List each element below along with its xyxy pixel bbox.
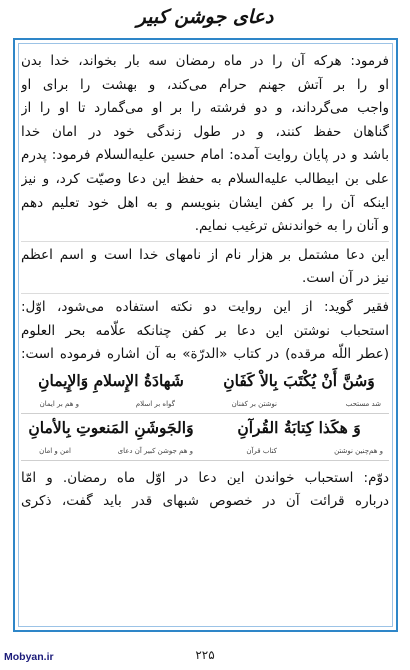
poem-translation <box>21 397 389 414</box>
translation-word: و هم‌چنین نوشتن <box>334 446 383 455</box>
page-header-title: دعای جوشن کبیر <box>136 6 274 28</box>
poem-hemistich: وَسُنَّ أَنْ یُکْتَبَ بِالاْ کَفَانِ <box>223 370 375 390</box>
text-line: دوّم: استحباب خواندن این دعا در اوّل ماه رمضان. و امّا <box>21 469 389 486</box>
text-line: فرمود: هرکه آن را در ماه رمضان سه بار بخواند، خدا بدن <box>21 53 389 69</box>
poem-hemistich: شَهادَةُ الإِسلامِ وَالإِیمانِ <box>38 370 184 390</box>
poem-verse <box>21 414 389 444</box>
text-line: باشد و در پایان روایت آمده: امام حسین علیه‌السلام فرمود: پدرم <box>21 147 389 164</box>
paragraph-3 <box>21 296 389 367</box>
paragraph-4 <box>21 467 389 514</box>
poem-translation <box>21 444 389 461</box>
text-line: اینکه آن را بر کفن ایشان بنویسم و به اهل خود تعلیم دهم <box>21 194 389 211</box>
paragraph-divider <box>21 241 389 242</box>
translation-word: نوشتن بر کفنان <box>231 399 277 408</box>
paragraph-1 <box>21 50 389 239</box>
text-line: و آنان را به خواندنش ترغیب نمایم. <box>194 218 389 235</box>
text-line: گناهان حفظ کنند، و در طول زندگی خود در امان خدا <box>21 123 389 140</box>
translation-word: امن و امان <box>39 446 71 455</box>
translation-word: گواه بر اسلام <box>135 399 175 408</box>
poem-block <box>21 367 389 461</box>
translation-word: شد مستحب <box>345 399 381 408</box>
text-line: نیز در آن است. <box>302 270 389 287</box>
paragraph-2 <box>21 244 389 291</box>
page-number: ۲۲۵ <box>195 648 215 662</box>
paragraph-divider <box>21 293 389 294</box>
translation-word: و هم بر ایمان <box>39 399 79 408</box>
text-line: این دعا مشتمل بر هزار نام از نامهای خدا است و اسم اعظم <box>21 246 389 263</box>
text-line: (عطر اللّه مرقده) در کتاب «الدرّة» به آن اشاره فرموده است: <box>21 346 389 363</box>
translation-word: و هم جوشن کبیر آن دعای <box>117 446 193 455</box>
poem-verse <box>21 367 389 397</box>
page-content <box>21 50 389 628</box>
text-line: فقیر گوید: از این روایت دو نکته استفاده می‌شود، اوّل: <box>21 298 389 315</box>
poem-hemistich: وَ هکَذا کِتابَةُ القُرآنِ <box>237 417 361 437</box>
translation-word: کتاب قرآن <box>246 446 277 455</box>
website-watermark: Mobyan.ir <box>4 651 54 663</box>
poem-hemistich: وَالجَوشَنِ المَنعوتِ بِالأمانِ <box>28 417 194 437</box>
text-line: او را بر آتش جهنم حرام می‌کند، و بهشت را برای او <box>21 76 389 93</box>
text-line: استحباب نوشتن این دعا بر کفن چنانکه علّامه بحر العلوم <box>21 322 389 339</box>
text-line: واجب می‌گرداند، و دو فرشته را بر او می‌گمارد تا او را از <box>21 100 389 117</box>
text-line: علی بن ابیطالب علیه‌السلام به حفظ این دعا وصیّت کرد، و نیز <box>21 170 389 187</box>
text-line: درباره قرائت آن در خصوص شبهای قدر باید گفت، ذکری <box>21 493 389 510</box>
